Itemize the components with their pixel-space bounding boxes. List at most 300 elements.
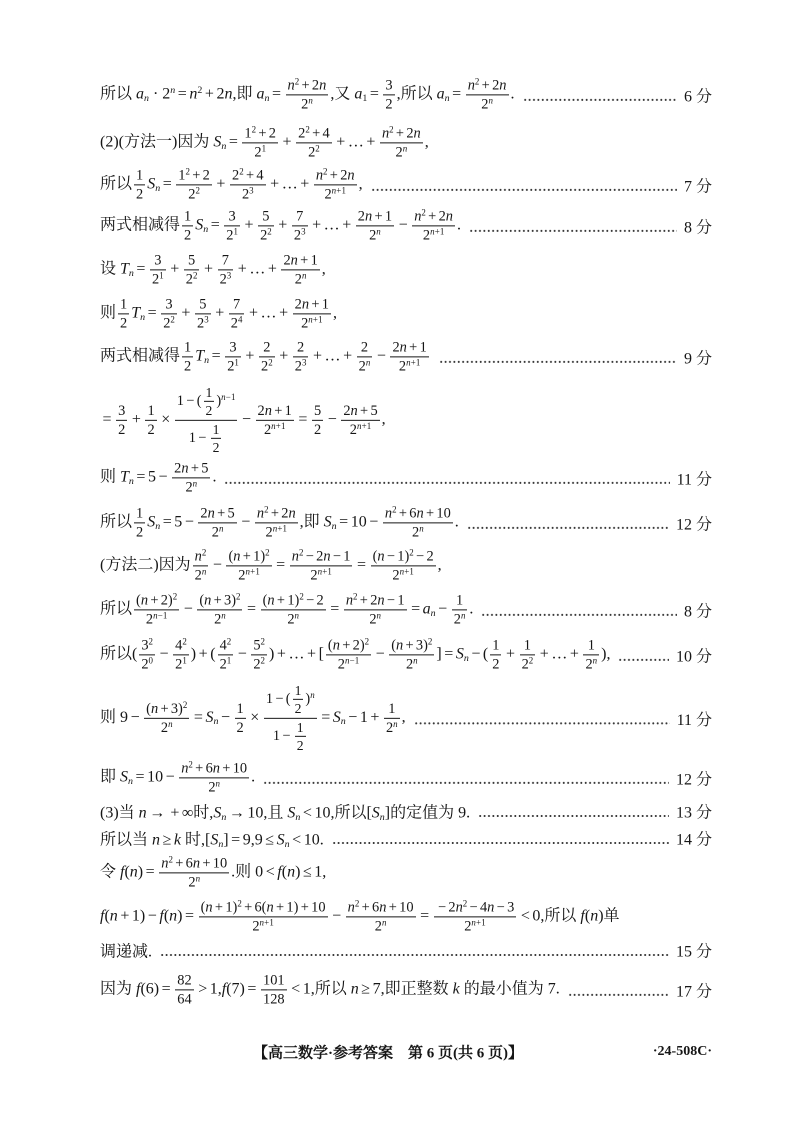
denominator: [293, 315, 331, 332]
fraction: [312, 402, 323, 437]
answer-line: [100, 855, 712, 890]
fraction: [198, 505, 236, 540]
math-text: ,: [333, 304, 337, 322]
superscript: 2: [268, 357, 273, 368]
denominator: [341, 421, 379, 438]
fraction: [341, 402, 379, 437]
math-text: =: [147, 304, 157, 322]
math-text: 2n + 5: [200, 505, 235, 522]
math-text: · 2: [148, 85, 171, 103]
math-text: 2: [349, 421, 357, 438]
math-text: =: [330, 600, 340, 618]
math-text: 2n + 5: [343, 402, 378, 419]
math-text: =: [369, 85, 379, 103]
math-text: + … +: [312, 347, 353, 365]
math-text: + 2: [192, 167, 210, 184]
math-text: S: [195, 216, 204, 234]
line-content: [100, 505, 459, 540]
superscript: n+1: [259, 917, 274, 928]
subscript: n: [128, 268, 134, 280]
math-text: ) + (: [190, 645, 216, 663]
math-text: (3)当 n → + ∞时,S: [100, 804, 222, 822]
math-text: 1: [294, 682, 302, 698]
superscript: 2: [195, 185, 200, 196]
math-text: 64: [177, 991, 192, 1008]
fraction: [161, 296, 177, 331]
superscript: n: [381, 917, 387, 928]
denominator: [173, 656, 189, 673]
subscript: n: [218, 838, 224, 850]
math-text: 1: [455, 592, 464, 609]
superscript: n−1: [153, 610, 168, 621]
math-text: 所以(: [100, 645, 138, 663]
math-text: ): [216, 392, 222, 409]
fraction: [242, 125, 278, 160]
math-text: = 10 −: [135, 768, 175, 786]
fraction: [583, 637, 599, 672]
superscript: n+1: [331, 185, 346, 196]
denominator: [466, 96, 509, 113]
denominator: [520, 656, 536, 673]
math-text: (2)(方法一)因为 S: [100, 133, 222, 151]
numerator: [179, 760, 249, 778]
fraction: [134, 592, 179, 627]
math-text: = S: [193, 708, 214, 726]
math-text: 3: [165, 296, 173, 313]
fraction: [235, 700, 246, 735]
math-text: =: [136, 260, 146, 278]
denominator: [226, 567, 271, 584]
math-text: 1: [136, 167, 144, 184]
score-label: 10 分: [675, 648, 712, 666]
superscript: n: [376, 226, 381, 237]
math-text: 2: [422, 227, 431, 244]
denominator: [356, 227, 394, 244]
answer-line: [100, 339, 712, 374]
math-text: n: [315, 167, 324, 184]
fraction: [134, 505, 145, 540]
numerator: [434, 899, 517, 917]
line-content: [100, 637, 610, 672]
math-text: =: [420, 907, 430, 925]
math-text: n: [414, 208, 422, 225]
math-text: −: [376, 347, 386, 365]
leader-dots: [414, 722, 670, 725]
math-text: +: [203, 260, 214, 278]
superscript: 4: [237, 314, 243, 325]
subscript: n: [204, 355, 210, 367]
math-text: 两式相减得: [100, 216, 181, 234]
math-text: +: [244, 216, 254, 234]
math-text: 因为 f(6) =: [100, 980, 171, 998]
subscript: n: [444, 93, 450, 105]
superscript: 1: [233, 226, 238, 237]
superscript: 2: [264, 504, 269, 515]
numerator: [293, 339, 309, 357]
fraction: [173, 637, 189, 672]
line-content: [100, 167, 363, 202]
numerator: [242, 125, 278, 143]
numerator: [383, 505, 453, 523]
denominator: [383, 524, 453, 541]
numerator: [218, 637, 234, 655]
subscript: n: [463, 653, 469, 665]
superscript: n+1: [308, 314, 323, 325]
math-text: (n + 1): [262, 592, 300, 609]
math-text: .: [457, 216, 461, 234]
math-text: ,: [424, 133, 429, 151]
denominator: [242, 144, 278, 161]
math-text: ,所以 a: [396, 85, 445, 103]
denominator: [116, 421, 127, 438]
math-text: 2: [208, 779, 216, 796]
numerator: [139, 637, 155, 655]
answer-line: [100, 939, 712, 962]
answer-line: [100, 899, 712, 934]
superscript: 2: [305, 124, 310, 135]
math-text: = S: [321, 708, 341, 726]
math-text: 2: [324, 186, 332, 203]
superscript: 2: [421, 207, 426, 218]
denominator: [218, 656, 234, 673]
superscript: 2: [168, 854, 173, 865]
numerator: [144, 700, 189, 718]
fraction: [150, 252, 166, 287]
numerator: [204, 385, 215, 402]
numerator: [293, 683, 304, 700]
math-text: − 2n − 1: [305, 548, 351, 565]
answer-line: [100, 208, 712, 243]
math-text: 2: [184, 358, 192, 375]
math-text: −: [183, 600, 193, 618]
fraction: [175, 385, 238, 455]
math-text: + … +: [312, 216, 352, 234]
fraction: [259, 339, 275, 374]
math-text: ×: [250, 708, 260, 726]
superscript: 2: [267, 226, 272, 237]
numerator: [173, 637, 189, 655]
numerator: [264, 683, 317, 719]
math-text: 2: [296, 737, 304, 753]
math-text: 调递减.: [100, 943, 153, 961]
math-text: =: [228, 133, 238, 151]
math-text: 2: [252, 918, 260, 935]
math-text: 2: [263, 339, 271, 356]
math-text: 1 − (: [176, 392, 202, 409]
numerator: [412, 208, 455, 226]
superscript: 3: [249, 185, 254, 196]
math-text: 1: [388, 700, 396, 717]
fraction: [380, 125, 423, 160]
superscript: 3: [226, 270, 232, 281]
fraction: [295, 720, 306, 754]
math-text: 7: [296, 208, 304, 225]
fraction: [229, 296, 245, 331]
fraction: [226, 548, 271, 583]
math-text: 2: [313, 421, 322, 438]
superscript: n: [488, 95, 493, 106]
denominator: [344, 611, 407, 628]
superscript: 2: [237, 898, 242, 909]
math-text: 1 − (: [265, 690, 291, 707]
math-text: + 2n: [301, 77, 327, 94]
fraction: [144, 700, 189, 735]
math-text: < 10.: [292, 831, 324, 849]
numerator: [172, 460, 210, 478]
math-text: 2: [398, 358, 407, 375]
math-text: 2: [287, 611, 295, 628]
math-text: n: [161, 855, 169, 872]
answer-line: [100, 592, 712, 627]
math-text: 2: [337, 656, 345, 673]
answer-line: [100, 800, 712, 823]
math-text: −: [398, 216, 408, 234]
line-content: [100, 683, 406, 753]
math-text: ,: [401, 708, 406, 726]
math-text: .: [454, 513, 459, 531]
math-text: 令 f(n) =: [100, 863, 155, 881]
numerator: [134, 505, 145, 523]
numerator: [341, 402, 379, 420]
math-text: = n: [177, 85, 198, 103]
superscript: n: [215, 778, 220, 789]
fraction: [225, 339, 241, 374]
numerator: [258, 208, 274, 226]
math-text: +: [181, 304, 191, 322]
superscript: n+1: [317, 566, 332, 577]
superscript: 2: [323, 166, 328, 177]
math-text: 1: [244, 125, 252, 142]
math-text: + 2n: [481, 77, 507, 94]
fraction: [371, 548, 436, 583]
math-text: +: [215, 304, 225, 322]
numerator: [226, 548, 271, 566]
math-text: + 6n + 10: [195, 760, 248, 777]
numerator: [296, 125, 332, 143]
superscript: 1: [159, 270, 164, 281]
fraction: [383, 505, 453, 540]
math-text: 2: [163, 315, 171, 332]
math-text: (n − 1): [372, 548, 410, 565]
math-text: 所以: [100, 175, 133, 193]
superscript: n: [302, 270, 307, 281]
score-label: 12 分: [675, 771, 712, 789]
numerator: [197, 592, 242, 610]
superscript: n: [170, 85, 176, 97]
numerator: [326, 637, 371, 655]
fraction: [182, 208, 193, 243]
math-text: 2n + 5: [174, 460, 209, 477]
math-text: + 6n + 10: [361, 899, 414, 916]
math-text: 3: [118, 402, 126, 419]
numerator: [312, 402, 323, 420]
math-text: 2: [374, 918, 382, 935]
numerator: [490, 637, 501, 655]
superscript: n: [393, 718, 398, 729]
denominator: [412, 227, 455, 244]
math-text: +: [282, 133, 292, 151]
math-text: 2: [205, 403, 213, 419]
fraction: [466, 77, 509, 112]
math-text: 7: [232, 296, 241, 313]
subscript: n: [155, 521, 161, 533]
denominator: [182, 227, 193, 244]
numerator: [134, 167, 145, 185]
numerator: [261, 972, 287, 990]
numerator: [520, 637, 536, 655]
math-text: + … +: [270, 175, 310, 193]
math-text: 3: [385, 77, 393, 94]
math-text: −: [212, 556, 222, 574]
answer-line: [100, 77, 712, 112]
math-text: + 2n: [270, 505, 296, 522]
numerator: [583, 637, 599, 655]
superscript: 2: [197, 85, 203, 97]
denominator: [434, 918, 517, 935]
answer-line: [100, 296, 712, 331]
fraction: [296, 125, 332, 160]
math-text: 2: [147, 421, 155, 438]
superscript: 2: [299, 591, 304, 602]
math-text: +: [245, 347, 255, 365]
subscript: n: [221, 141, 227, 153]
denominator: [346, 918, 416, 935]
numerator: [229, 296, 245, 314]
math-text: 1 −: [188, 429, 207, 446]
fraction: [218, 252, 234, 287]
math-text: T: [195, 347, 205, 365]
math-text: 2: [405, 656, 414, 673]
fraction: [389, 637, 434, 672]
numerator: [259, 339, 275, 357]
leader-dots: [160, 954, 669, 957]
superscript: 2: [192, 270, 198, 281]
math-text: 2: [214, 611, 222, 628]
denominator: [235, 719, 246, 736]
numerator: [251, 637, 267, 655]
math-text: 2n + 1: [357, 208, 393, 225]
math-text: 1: [205, 384, 213, 400]
line-content: [100, 460, 216, 495]
fraction: [179, 760, 249, 795]
math-text: 所以当 n ≥ k 时,[S: [100, 831, 219, 849]
superscript: 2: [185, 166, 190, 177]
answer-line: [100, 548, 712, 583]
math-text: =: [247, 600, 257, 618]
math-text: = 5 −: [136, 468, 168, 486]
denominator: [261, 991, 287, 1008]
math-text: 2: [521, 656, 529, 673]
numerator: [193, 548, 209, 566]
fraction: [452, 592, 468, 627]
fraction: [159, 855, 229, 890]
fraction: [293, 683, 304, 717]
superscript: n: [376, 610, 381, 621]
math-text: (n + 3): [199, 592, 237, 609]
line-content: [100, 827, 324, 850]
math-text: 2: [241, 186, 250, 203]
numerator: [356, 208, 394, 226]
score-label: 13 分: [675, 804, 712, 822]
math-text: − 1 +: [348, 708, 380, 726]
math-text: + 2n − 1: [359, 592, 405, 609]
math-text: ]的定值为 9.: [384, 804, 471, 822]
math-text: 2: [188, 874, 196, 891]
math-text: 3: [229, 339, 237, 356]
math-text: + … +: [237, 260, 277, 278]
math-text: S: [147, 175, 156, 193]
superscript: 2: [315, 143, 320, 154]
leader-dots: [439, 361, 677, 364]
denominator: [225, 358, 241, 375]
math-text: =: [210, 216, 220, 234]
math-text: +: [170, 260, 180, 278]
math-text: .: [469, 600, 474, 618]
subscript: n: [340, 716, 346, 728]
math-text: > 1,f(7) =: [198, 980, 257, 998]
fraction: [116, 402, 127, 437]
numerator: [175, 385, 238, 421]
math-text: + 2n: [395, 125, 421, 142]
denominator: [224, 227, 240, 244]
math-text: (n + 1): [228, 548, 266, 565]
numerator: [261, 592, 326, 610]
superscript: 2: [201, 547, 207, 558]
superscript: n: [310, 690, 315, 701]
math-text: 2: [385, 96, 393, 113]
answer-line: [100, 385, 712, 455]
superscript: 2: [188, 759, 193, 770]
math-text: −: [159, 645, 169, 663]
math-text: 2: [260, 358, 269, 375]
fraction: [344, 592, 407, 627]
superscript: n: [218, 523, 224, 534]
math-text: 1: [212, 421, 220, 437]
denominator: [380, 144, 423, 161]
superscript: 1: [234, 357, 239, 368]
math-text: n: [256, 505, 265, 522]
line-content: [100, 800, 470, 823]
math-text: 2: [411, 524, 420, 541]
superscript: 2: [236, 591, 241, 602]
math-text: 2n + 1: [257, 402, 292, 419]
math-text: (n + 2): [136, 592, 173, 609]
numerator: [286, 77, 329, 95]
numerator: [380, 125, 423, 143]
line-content: [100, 899, 620, 934]
numerator: [224, 208, 240, 226]
math-text: f(n + 1) − f(n) =: [100, 907, 195, 925]
fraction: [390, 339, 428, 374]
fraction: [255, 505, 298, 540]
subscript: n: [284, 838, 290, 850]
math-text: − 4n − 3: [469, 899, 515, 916]
math-text: −: [220, 708, 230, 726]
leader-dots: [469, 230, 677, 233]
math-text: 2: [219, 271, 227, 288]
math-text: 2: [301, 315, 309, 332]
superscript: 2: [148, 636, 153, 647]
math-text: → 10,且 S: [228, 804, 296, 822]
denominator: [389, 656, 434, 673]
math-text: 所以 a: [100, 85, 145, 103]
fraction: [182, 339, 193, 374]
superscript: 2: [462, 898, 468, 909]
numerator: [184, 252, 200, 270]
denominator: [134, 186, 145, 203]
superscript: 0: [148, 655, 153, 666]
superscript: 1: [226, 655, 232, 666]
